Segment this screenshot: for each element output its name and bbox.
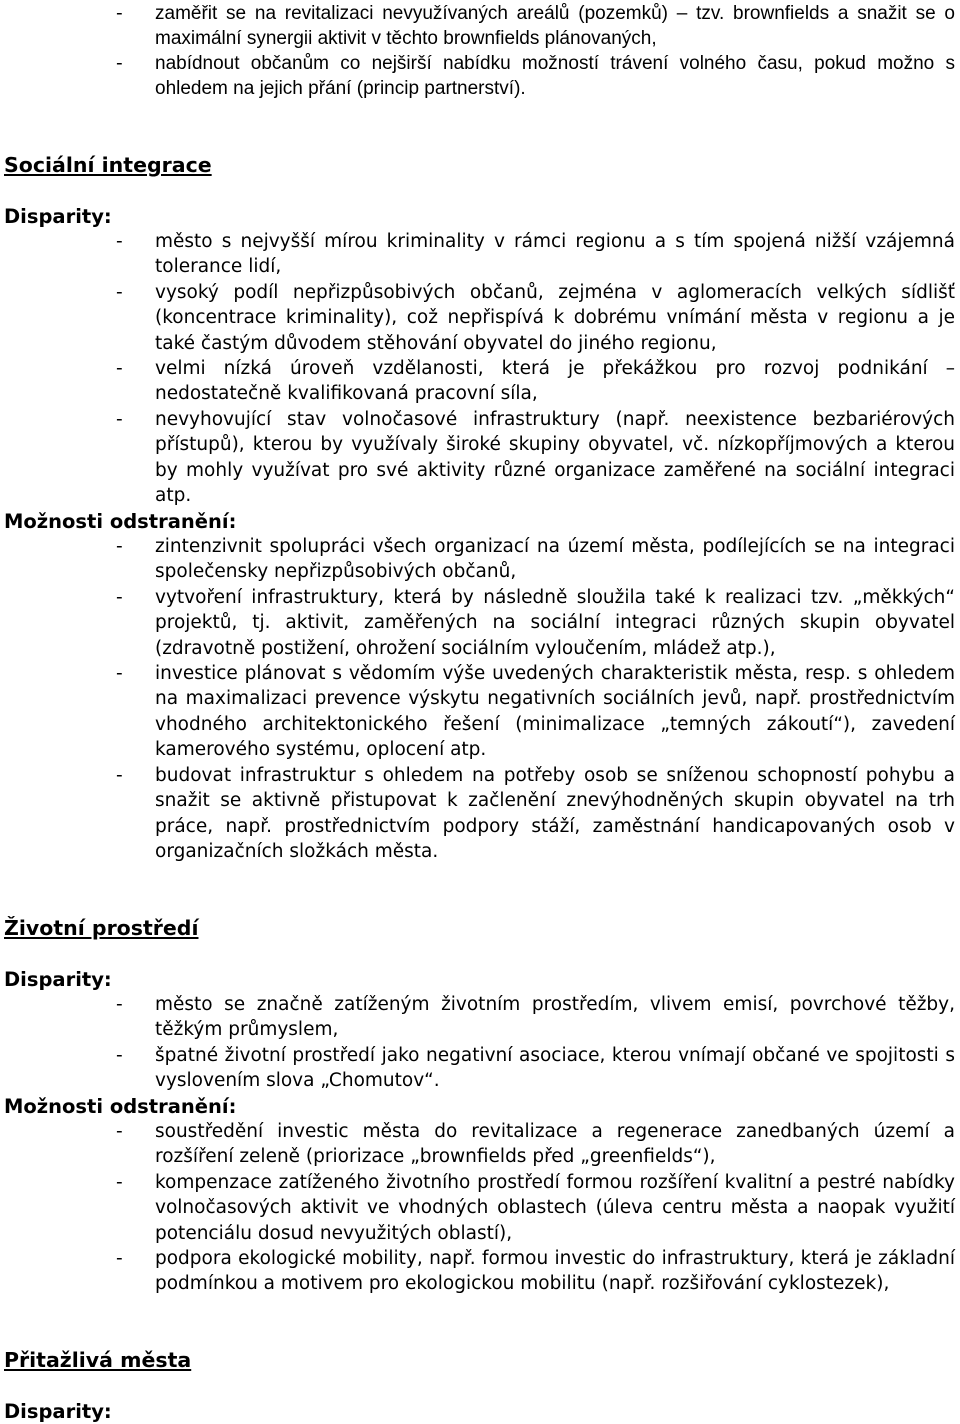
bullet-dash: - <box>116 231 123 252</box>
list-item-text: vytvoření infrastruktury, která by následně sloužila také k realizaci tzv. „měkkých“ projektů, tj. aktivit, zaměřených na sociální integraci různých skupin obyvatel (zdravotně postižení, ohrožení sociálním vyloučením, mládež atp.), <box>155 587 955 659</box>
bullet-dash: - <box>116 1248 123 1269</box>
bullet-dash: - <box>116 3 123 24</box>
list-item-text: nabídnout občanům co nejširší nabídku možností trávení volného času, pokud možno s ohledem na jejich přání (princip partnerství). <box>155 53 955 100</box>
bullet-dash: - <box>116 536 123 557</box>
bullet-dash: - <box>116 358 123 379</box>
list-item-text: velmi nízká úroveň vzdělanosti, která je překážkou pro rozvoj podnikání – nedostatečně kvalifikovaná pracovní síla, <box>155 358 955 405</box>
list-item-text: soustředění investic města do revitalizace a regenerace zanedbaných území a rozšíření zeleně (priorizace „brownfields před „greenfields“), <box>155 1121 955 1168</box>
disparity-label: Disparity: <box>4 968 112 991</box>
list-item-text: nevyhovující stav volnočasové infrastruktury (např. neexistence bezbariérových přístupů), kterou by využívaly široké skupiny obyvatel, vč. nízkopříjmových a kterou by mohly využívat pro své aktivity různé organizace zaměřené na sociální integraci atp. <box>155 409 955 506</box>
remedy-label: Možnosti odstranění: <box>4 1095 237 1118</box>
list-item-text: zintenzivnit spolupráci všech organizací na území města, podílejících se na integraci společensky nepřizpůsobivých občanů, <box>155 536 955 583</box>
list-item-text: podpora ekologické mobility, např. formou investic do infrastruktury, která je základní podmínkou a motivem pro ekologickou mobilitu (např. rozšiřování cyklostezek), <box>155 1248 955 1295</box>
bullet-dash: - <box>116 282 123 303</box>
disparity-label: Disparity: <box>4 1400 112 1423</box>
bullet-dash: - <box>116 663 123 684</box>
bullet-dash: - <box>116 1045 123 1066</box>
section-heading-social: Sociální integrace <box>4 153 212 177</box>
list-item-text: zaměřit se na revitalizaci nevyužívaných areálů (pozemků) – tzv. brownfields a snažit se o maximální synergii aktivit v těchto brownfields plánovaných, <box>155 3 955 50</box>
list-item-text: budovat infrastruktur s ohledem na potřeby osob se sníženou schopností pohybu a snažit se aktivně přistupovat k začlenění znevýhodněných skupin obyvatel na trh práce, např. prostřednictvím podpory stáží, zaměstnání handicapovaných osob v organizačních složkách města. <box>155 765 955 862</box>
disparity-label: Disparity: <box>4 205 112 228</box>
bullet-dash: - <box>116 994 123 1015</box>
list-item-text: vysoký podíl nepřizpůsobivých občanů, zejména v aglomeracích velkých sídlišť (koncentrace kriminality), což nepřispívá k dobrému vnímání města v regionu a je také častým důvodem stěhování obyvatel do jiného regionu, <box>155 282 955 354</box>
bullet-dash: - <box>116 587 123 608</box>
section-heading-environment: Životní prostředí <box>4 916 199 940</box>
list-item-text: kompenzace zatíženého životního prostředí formou rozšíření kvalitní a pestré nabídky volnočasových aktivit ve vhodných oblastech (úleva centru města a naopak využití potenciálu dosud nevyužitých oblastí), <box>155 1172 955 1244</box>
bullet-dash: - <box>116 765 123 786</box>
list-item-text: investice plánovat s vědomím výše uvedených charakteristik města, resp. s ohledem na maximalizaci prevence výskytu negativních sociálních jevů, např. prostřednictvím vhodného architektonického řešení (minimalizace „temných zákoutí“), zavedení kamerového systému, oplocení atp. <box>155 663 955 760</box>
remedy-label: Možnosti odstranění: <box>4 510 237 533</box>
bullet-dash: - <box>116 53 123 74</box>
section-heading-attractive: Přitažlivá města <box>4 1348 192 1372</box>
bullet-dash: - <box>116 409 123 430</box>
list-item-text: město s nejvyšší mírou kriminality v rámci regionu a s tím spojená nižší vzájemná tolerance lidí, <box>155 231 955 278</box>
bullet-dash: - <box>116 1121 123 1142</box>
list-item-text: město se značně zatíženým životním prostředím, vlivem emisí, povrchové těžby, těžkým průmyslem, <box>155 994 955 1041</box>
bullet-dash: - <box>116 1172 123 1193</box>
list-item-text: špatné životní prostředí jako negativní asociace, kterou vnímají občané ve spojitosti s vyslovením slova „Chomutov“. <box>155 1045 955 1092</box>
